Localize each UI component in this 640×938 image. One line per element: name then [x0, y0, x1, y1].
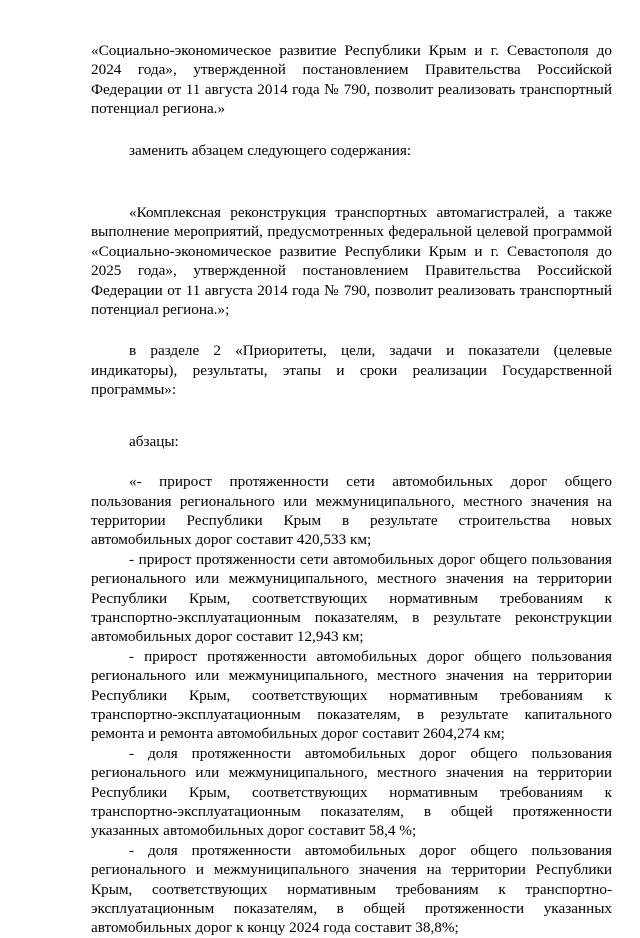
paragraph-program-quote-end: «Социально-экономическое развитие Республики Крым и г. Севастополя до 2024 года», утвержденной постановлением Правительства Российской Федерации от 11 августа 2014 года № 790, позволит реализовать транспортный потенциал региона.» [91, 42, 612, 118]
list-item-share-58: - доля протяженности автомобильных дорог общего пользования регионального или межмуниципального, местного значения на территории Республики Крым, соответствующих нормативным требованиям к транспортно-эксплуатационным показателям, в общей протяженности указанных автомобильных дорог составит 58,4 %; [91, 744, 612, 840]
paragraph-replace-instruction: заменить абзацем следующего содержания: [129, 141, 412, 159]
paragraph-abzacy: абзацы: [129, 432, 179, 450]
paragraph-new-text: «Комплексная реконструкция транспортных автомагистралей, а также выполнение мероприятий, предусмотренных федеральной целевой программой «Социально-экономическое развитие Республики Крым и г. Севастополя до 2025 года», утвержденной постановлением Правительства Российской Федерации от 11 августа 2014 года № 790, позволит реализовать транспортный потенциал региона.»; [91, 204, 612, 319]
list-item-new-roads: «- прирост протяженности сети автомобильных дорог общего пользования регионального или межмуниципального, местного значения на территории Республики Крым в результате строительства новых автомобильных дорог составит 420,533 км; [91, 473, 612, 549]
list-item-repair: - прирост протяженности автомобильных дорог общего пользования регионального или межмуниципального, местного значения на территории Республики Крым, соответствующих нормативным требованиям к транспортно-эксплуатационным показателям, в результате капитального ремонта и ремонта автомобильных дорог составит 2604,274 км; [91, 647, 612, 743]
list-item-share-38: - доля протяженности автомобильных дорог общего пользования регионального и межмуниципального значения на территории Республики Крым, соответствующих нормативным требованиям к транспортно-эксплуатационным показателям, в общей протяженности указанных автомобильных дорог к концу 2024 года составит 38,8%; [91, 841, 612, 937]
paragraph-section-2: в разделе 2 «Приоритеты, цели, задачи и показатели (целевые индикаторы), результаты, этапы и сроки реализации Государственной программы»: [91, 342, 612, 399]
list-item-reconstruction: - прирост протяженности сети автомобильных дорог общего пользования регионального или межмуниципального, местного значения на территории Республики Крым, соответствующих нормативным требованиям к транспортно-эксплуатационным показателям, в результате реконструкции автомобильных дорог составит 12,943 км; [91, 550, 612, 646]
